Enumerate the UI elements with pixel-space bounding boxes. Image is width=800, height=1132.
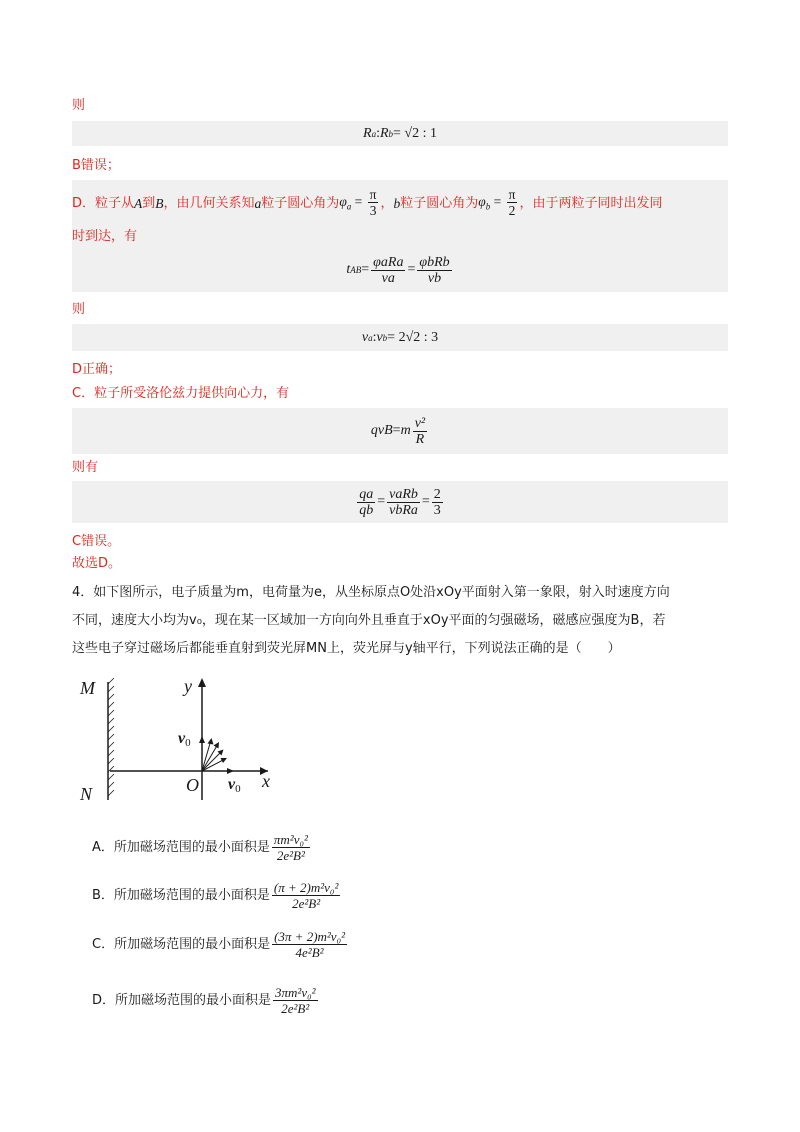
formula-phi-a: $\varphi_a$ = $\frac{\pi}{3}$ bbox=[339, 187, 377, 219]
d-explanation-line2: 时到达，有 bbox=[72, 229, 138, 244]
text-ze-1: 则 bbox=[72, 98, 86, 113]
formula-charge-ratio: $\frac{qa}{qb}$ = $\frac{\text{vaRb}}{\text{vbRa}}$ = $\frac{2}{3}$ bbox=[359, 486, 441, 518]
y-axis-arrow bbox=[198, 678, 206, 687]
option-c-formula: $\frac{\text{(3π + 2)m²v₀²}}{\text{4e²B²}}$ bbox=[274, 929, 345, 960]
formula-speed-ratio: v a : v b = 2√2 : 3 bbox=[361, 329, 439, 345]
d-explanation-line1: D．粒子从 A 到 B ，由几何关系知 a 粒子圆心角为 $\varphi_a$ = $\frac{\pi}{3}$ ， b 粒子圆心角为 $\varphi_b$ = $\frac{\pi}{2}$ ，由于两粒子同时出发同 bbox=[72, 185, 662, 224]
question-line-3: 这些电子穿过磁场后都能垂直射到荧光屏MN上，荧光屏与y轴平行，下列说法正确的是（ ） bbox=[72, 641, 621, 656]
formula-band-charge bbox=[72, 481, 728, 523]
option-a[interactable]: A．所加磁场范围的最小面积是 $\frac{\text{πm²v₀²}}{\text{2e²B²}}$ bbox=[92, 832, 308, 863]
formula-band-radius bbox=[72, 121, 728, 146]
option-d[interactable]: D．所加磁场范围的最小面积是 $\frac{\text{3πm²v₀²}}{\text{2e²B²}}$ bbox=[92, 985, 316, 1016]
option-b[interactable]: B．所加磁场范围的最小面积是 $\frac{\text{(π + 2)m²v₀²}}{\text{2e²B²}}$ bbox=[92, 880, 339, 911]
formula-time: t AB = $\frac{\text{φaRa}}{va}$ = $\frac{\text{φbRb}}{vb}$ bbox=[346, 254, 450, 286]
velocity-vectors bbox=[202, 738, 232, 771]
text-c-explanation: C．粒子所受洛伦兹力提供向心力，有 bbox=[72, 386, 290, 401]
label-m: M bbox=[80, 678, 95, 698]
text-ze-2: 则 bbox=[72, 302, 86, 317]
label-y: y bbox=[184, 676, 192, 696]
option-a-formula: $\frac{\text{πm²v₀²}}{\text{2e²B²}}$ bbox=[273, 832, 308, 863]
figure-coordinate-diagram bbox=[72, 670, 292, 810]
text-b-wrong: B错误； bbox=[72, 158, 120, 173]
label-origin: O bbox=[186, 775, 199, 795]
text-final-answer: 故选D。 bbox=[72, 556, 122, 571]
label-v0-bottom: v0 bbox=[228, 776, 241, 795]
question-line-1: 4．如下图所示，电子质量为m，电荷量为e，从坐标原点O处沿xOy平面射入第一象限，射入时速度方向 bbox=[72, 585, 670, 600]
formula-radius-ratio: R a : R b = √2 : 1 bbox=[363, 125, 437, 141]
label-v0-top: v0 bbox=[178, 730, 191, 749]
option-c[interactable]: C．所加磁场范围的最小面积是 $\frac{\text{(3π + 2)m²v₀²}}{\text{4e²B²}}$ bbox=[92, 929, 345, 960]
formula-band-lorentz bbox=[72, 408, 728, 454]
formula-phi-b: $\varphi_b$ = $\frac{\pi}{2}$ bbox=[478, 187, 516, 219]
label-n: N bbox=[80, 784, 93, 804]
screen-hatching bbox=[108, 678, 114, 796]
text-d-right: D正确； bbox=[72, 362, 122, 377]
label-x: x bbox=[262, 771, 270, 791]
formula-lorentz: qvB = m $\frac{\text{v²}}{R}$ bbox=[370, 415, 426, 447]
formula-band-speed bbox=[72, 324, 728, 351]
option-b-formula: $\frac{\text{(π + 2)m²v₀²}}{\text{2e²B²}}$ bbox=[273, 880, 339, 911]
question-4 bbox=[72, 579, 728, 663]
text-c-wrong: C错误。 bbox=[72, 534, 121, 549]
text-zeyou: 则有 bbox=[72, 460, 99, 475]
option-d-formula: $\frac{\text{3πm²v₀²}}{\text{2e²B²}}$ bbox=[275, 985, 316, 1016]
question-line-2: 不同，速度大小均为v₀，现在某一区域加一方向向外且垂直于xOy平面的匀强磁场，磁感应强度为B，若 bbox=[72, 613, 666, 628]
